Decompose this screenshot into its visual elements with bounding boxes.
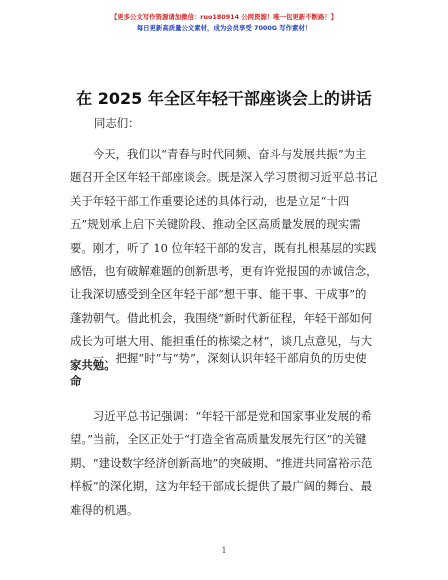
paragraph-1-line: 成长为可堪大用、能担重任的栋梁之材”，谈几点意见，与大 <box>70 334 372 349</box>
greeting: 同志们： <box>94 116 140 130</box>
paragraph-2-line: 难得的机遇。 <box>70 502 139 517</box>
paragraph-1-line: 要。刚才，听了 10 位年轻干部的发言，既有扎根基层的实践 <box>70 240 377 255</box>
paragraph-1-line: 让我深切感受到全区年轻干部“想干事、能干事、干成事”的 <box>70 287 367 302</box>
section-heading-line: 一、把握“时”与“势”，深刻认识年轻干部肩负的历史使 <box>92 351 367 365</box>
paragraph-1-line: 关于年轻干部工作重要论述的具体行动，也是立足“十四 <box>70 193 350 208</box>
paragraph-2-line: 望。”当前，全区正处于“打造全省高质量发展先行区”的关键 <box>70 432 367 447</box>
paragraph-1-line: 今天，我们以“青春与时代同频、奋斗与发展共振”为主 <box>92 147 367 161</box>
paragraph-1-line: 蓬勃朝气。借此机会，我围绕“新时代新征程，年轻干部如何 <box>70 310 372 325</box>
page-number: 1 <box>221 546 227 555</box>
paragraph-2 <box>70 405 382 522</box>
paragraph-2-line: 习近平总书记强调：“年轻干部是党和国家事业发展的希 <box>92 409 372 423</box>
section-heading-line: 命 <box>70 374 82 389</box>
document-title: 在 2025 年全区年轻干部座谈会上的讲话 <box>76 89 372 108</box>
paragraph-2-line: 期、“建设数字经济创新高地”的突破期、“推进共同富裕示范 <box>70 455 373 470</box>
section-heading-1 <box>70 347 382 394</box>
banner-line-1: 【更多公文写作资源请加微信：ruo180914 公网资源！唯一包更新不断路！】 <box>110 13 338 21</box>
paragraph-1-line: 感悟，也有破解难题的创新思考，更有许党报国的赤诚信念， <box>70 264 378 279</box>
paragraph-2-line: 样板”的深化期，这为年轻干部成长提供了最广阔的舞台、最 <box>70 479 372 494</box>
paragraph-1-line: 五”规划承上启下关键阶段、推动全区高质量发展的现实需 <box>70 217 361 232</box>
promo-banner <box>0 12 448 34</box>
paragraph-1 <box>70 143 382 377</box>
paragraph-1-line: 题召开全区年轻干部座谈会。既是深入学习贯彻习近平总书记 <box>70 170 378 185</box>
paragraph-1-last-line: 家共勉。 <box>70 357 116 372</box>
banner-line-2: 每日更新高质量公文素材，成为会员享受 7000G 写作素材！ <box>136 24 312 32</box>
